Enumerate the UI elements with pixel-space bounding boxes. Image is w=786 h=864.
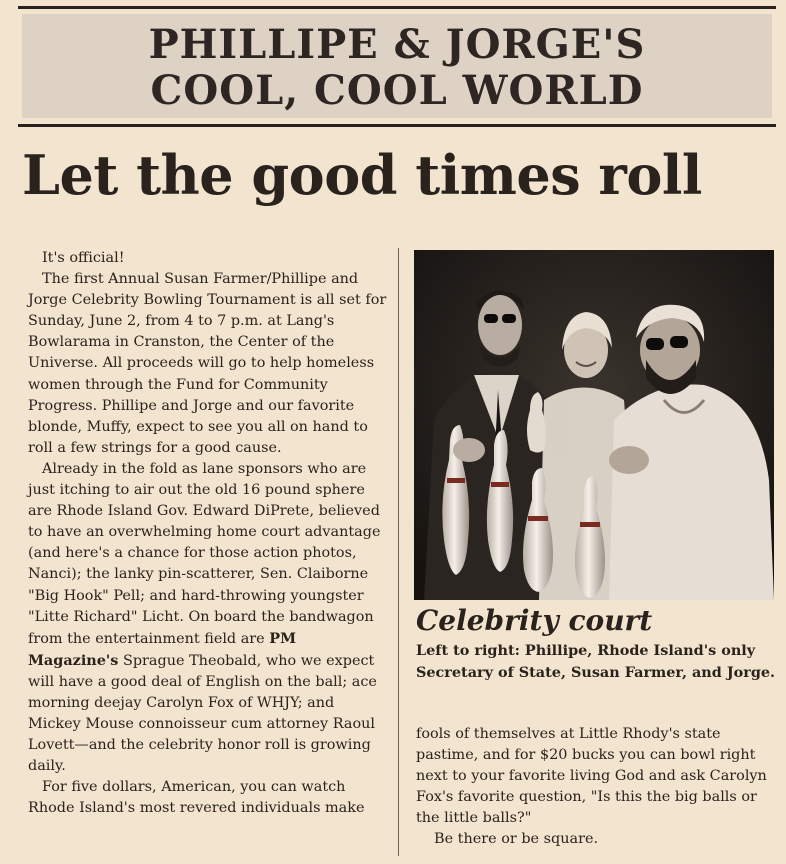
paragraph-3-part-b: Sprague Theobald, who we expect will have a good deal of English on the ball; ace morning deejay Carolyn Fox of WHJY; and Mickey Mouse connoisseur cum attorney Raoul Lovett—and the celebrity honor roll is growing daily.	[28, 652, 377, 775]
photo-illustration	[414, 250, 774, 600]
bowling-photo	[414, 250, 774, 600]
article-column-right	[416, 724, 776, 851]
caption-text: Left to right: Phillipe, Rhode Island's only Secretary of State, Susan Farmer, and Jorge.	[416, 642, 776, 681]
paragraph-3	[28, 459, 388, 777]
paragraph-2: The first Annual Susan Farmer/Phillipe and Jorge Celebrity Bowling Tournament is all set for Sunday, June 2, from 4 to 7 p.m. at Lang's Bowlarama in Cranston, the Center of the Universe. All proceeds will go to help homeless women through the Fund for Community Progress. Phillipe and Jorge and our favorite blonde, Muffy, expect to see you all on hand to roll a few strings for a good cause.	[28, 271, 387, 456]
column-banner	[22, 14, 772, 118]
headline: Let the good times roll	[22, 143, 702, 207]
paragraph-6: Be there or be square.	[434, 831, 599, 848]
top-rule	[18, 6, 776, 9]
paragraph-3-part-a: Already in the fold as lane sponsors who are just itching to air out the old 16 pound sphere are Rhode Island Gov. Edward DiPrete, believed to have an overwhelming home court advantage (and here's a chance for those action photos, Nanci); the lanky pin-scatterer, Sen. Claiborne "Big Hook" Pell; and hard-throwing youngster "Litte Richard" Licht. On board the bandwagon from the entertainment field are	[28, 460, 381, 647]
article-column-left	[28, 248, 388, 820]
banner-line-1: PHILLIPE & JORGE'S	[148, 21, 646, 68]
column-divider	[398, 248, 399, 856]
pm-magazine-bold: PM Magazine's	[28, 629, 297, 669]
caption-title: Celebrity court	[416, 604, 653, 637]
banner-bottom-rule	[18, 124, 776, 127]
paragraph-5: fools of themselves at Little Rhody's state pastime, and for $20 bucks you can bowl right next to your favorite living God and ask Carolyn Fox's favorite question, "Is this the big balls or the little balls?"	[416, 726, 767, 827]
paragraph-1: It's official!	[42, 250, 125, 266]
hand-right	[609, 446, 649, 474]
hand-left	[453, 438, 485, 462]
banner-line-2: COOL, COOL WORLD	[150, 67, 644, 114]
paragraph-4: For five dollars, American, you can watch Rhode Island's most revered individuals make	[28, 779, 365, 817]
